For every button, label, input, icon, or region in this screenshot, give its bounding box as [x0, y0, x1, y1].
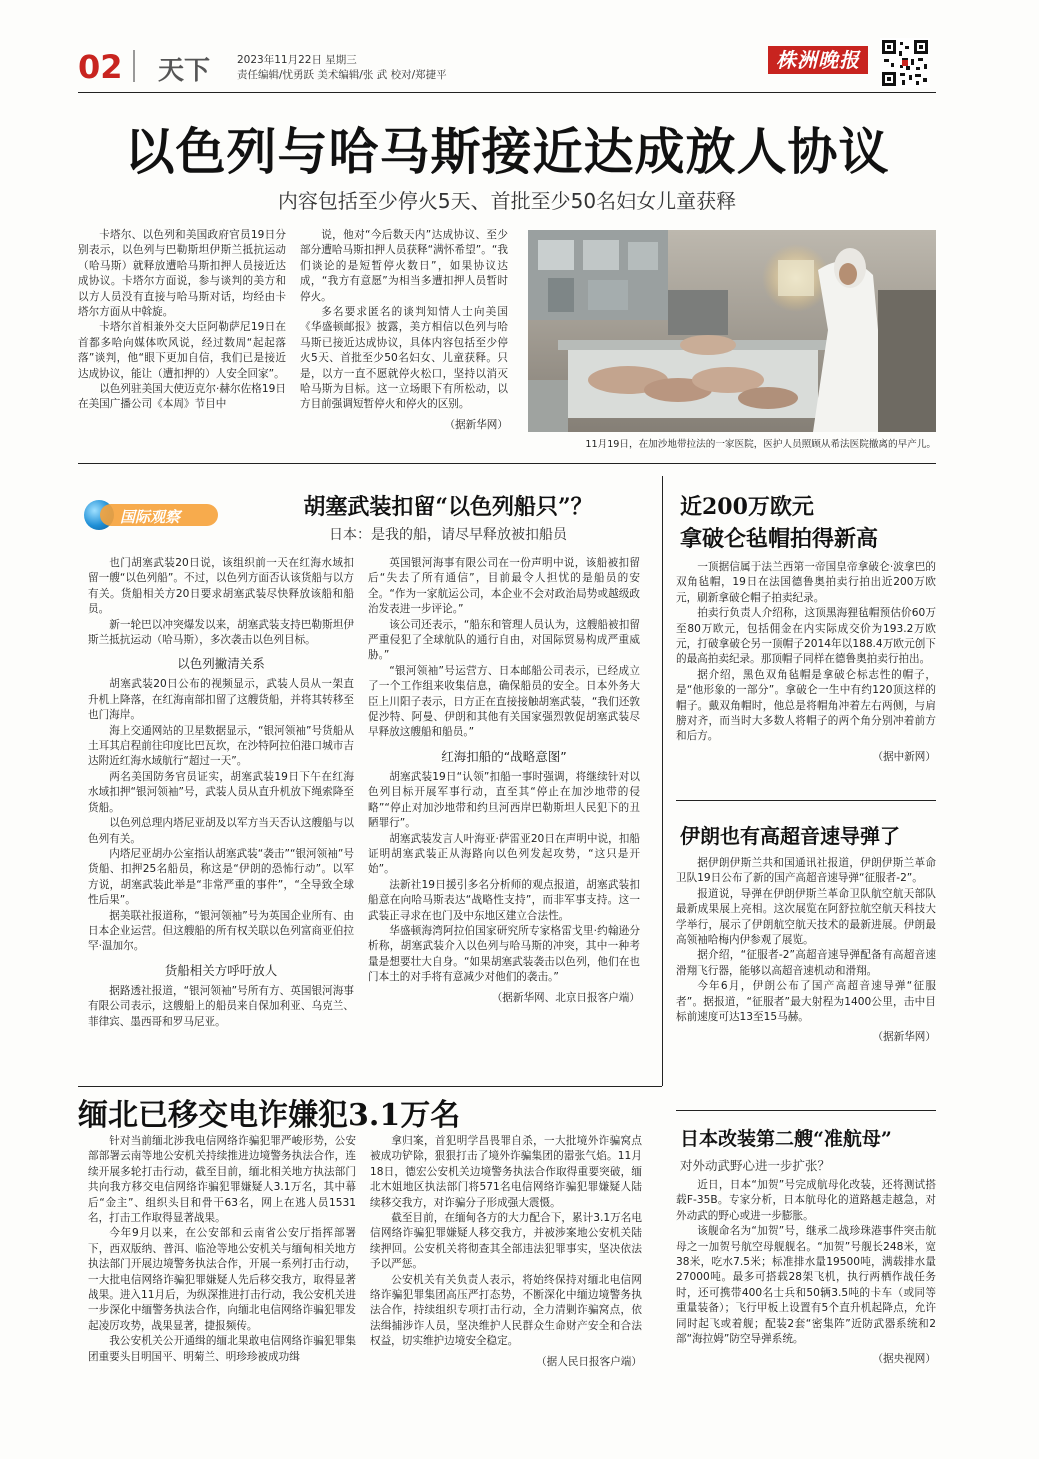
houthi-paragraph: 华盛顿海湾阿拉伯国家研究所专家格雷戈里·约翰逊分析称，胡塞武装介入以色列与哈马斯的冲突，其中一种考量是想要壮大自身。“如果胡塞武装袭击以色列，他们在也门本土的对手将有意减少对他们的袭击。” [368, 924, 640, 984]
paper-logo: 株洲晚报 [768, 46, 868, 74]
japan-paragraph: 该舰命名为“加贺”号，继承二战珍珠港事件突击航母之一加贺号航空母舰舰名。“加贺”号舰长248米，宽38米，吃水7.5米；标准排水量19500吨，满载排水量27000吨。最多可搭载28架飞机，执行两栖作战任务时，还可携带400名士兵和50辆3.5吨的卡车（或同等重量装备）；飞行甲板上设置有5个直升机起降点，允许同时起飞或着舰；配装2套“密集阵”近防武器系统和2部“海拉姆”防空导弹系统。 [676, 1225, 936, 1346]
hat-source: （据中新网） [872, 750, 936, 763]
column-logo [78, 490, 222, 538]
japan-paragraph: 近日，日本“加贺”号完成航母化改装，还将测试搭载F-35B。专家分析，日本航母化的道路越走越急，对外动武的野心或进一步膨胀。 [676, 1179, 936, 1222]
lead-column-1 [78, 228, 286, 413]
lead-headline: 以色列与哈马斯接近达成放人协议 [124, 123, 890, 181]
editor-credits: 责任编辑/忧勇跃 美术编辑/张 武 校对/郑捷平 [237, 69, 447, 81]
houthi-paragraph: 胡塞武装发言人叶海亚·萨雷亚20日在声明中说，扣船证明胡塞武装正从海路向以色列发起攻势，“这只是开始”。 [368, 832, 640, 876]
myanmar-headline: 缅北已移交电诈嫌犯3.1万名 [78, 1098, 461, 1133]
hat-body [676, 560, 936, 764]
iran-body [676, 856, 936, 1044]
lead-paragraph: 卡塔尔、以色列和美国政府官员19日分别表示，以色列与巴勒斯坦伊斯兰抵抗运动（哈马斯）就释放遭哈马斯扣押人员接近达成协议。卡塔尔方面说，参与谈判的美方和以方人员没有直接与哈马斯对话，均经由卡塔尔方面从中斡旋。 [78, 229, 286, 319]
lead-paragraph: 卡塔尔首相兼外交大臣阿勒萨尼19日在首都多哈向媒体吹风说，经过数周“起起落落”谈判，他“眼下更加自信，我们已是接近达成协议，能让（遭扣押的）人安全回家”。 [78, 321, 286, 380]
myanmar-column-1 [88, 1134, 356, 1365]
hat-paragraph: 拍卖行负责人介绍称，这顶黑海狸毡帽预估价60万至80万欧元，包括佣金在内实际成交价为193.2万欧元，打破拿破仑另一顶帽子2014年以188.4万欧元创下的最高拍卖纪录。那顶帽子同样在德鲁奥拍卖行拍出。 [676, 607, 936, 666]
lead-subheadline: 内容包括至少停火5天、首批至少50名妇女儿童获释 [277, 189, 737, 213]
lead-column-2 [300, 228, 508, 432]
iran-headline: 伊朗也有高超音速导弹了 [680, 824, 900, 848]
page-number: 02 [78, 48, 123, 86]
lead-paragraph: 说，他对“今后数天内”达成协议、至少部分遭哈马斯扣押人员获释“满怀希望”。“我们谈论的是短暂停火数日”，如果协议达成，“我方有意愿”为相当多遭扣押人员暂时停火。 [300, 229, 508, 303]
houthi-paragraph: 法新社19日援引多名分析师的观点报道，胡塞武装扣船意在向哈马斯表达“战略性支持”，而非军事支持。这一武装正寻求在也门及中东地区建立合法性。 [368, 878, 640, 922]
houthi-column-2 [368, 556, 640, 1005]
column-logo-text: 国际观察 [120, 508, 181, 526]
houthi-paragraph: 海上交通网站的卫星数据显示，“银河领袖”号货船从土耳其启程前往印度比巴瓦坎，在沙特阿拉伯港口城市吉达附近红海水域航行“超过一天”。 [88, 724, 354, 768]
issue-date: 2023年11月22日 星期三 [237, 54, 357, 66]
myanmar-paragraph: 今年9月以来，在公安部和云南省公安厅指挥部署下，西双版纳、普洱、临沧等地公安机关与缅甸相关地方执法部门开展边境警务执法合作，开展一系列打击行动，一大批电信网络诈骗犯罪嫌疑人先后移交我方，取得显著战果。进入11月后，为纵深推进打击行动，我公安机关进一步深化中缅警务执法合作，向缅北电信网络诈骗犯罪发起凌厉攻势，战果显著，捷报频传。 [88, 1227, 356, 1332]
houthi-paragraph: 也门胡塞武装20日说，该组织前一天在红海水域扣留一艘“以色列船”。不过，以色列方面否认该货船与以方有关。货船相关方20日要求胡塞武装尽快释放该船和船员。 [88, 557, 354, 616]
houthi-paragraph: 胡塞武装20日公布的视频显示，武装人员从一架直升机上降落，在红海南部扣留了这艘货船，并将其转移至也门海岸。 [88, 678, 354, 722]
section-name: 天下 [158, 56, 211, 86]
houthi-paragraph: “银河领袖”号运营方、日本邮船公司表示，已经成立了一个工作组来收集信息，确保船员的安全。日本外务大臣上川阳子表示，日方正在直接接触胡塞武装，“我们还敦促沙特、阿曼、伊朗和其他有关国家强烈敦促胡塞武装尽早释放这艘船和船员。” [368, 664, 640, 739]
japan-subheadline: 对外动武野心进一步扩张？ [680, 1158, 831, 1173]
hat-headline-line1: 近200万欧元 [680, 494, 814, 520]
houthi-subhead: 以色列撇清关系 [177, 656, 265, 672]
houthi-paragraph: 胡塞武装19日“认领”扣船一事时强调，将继续针对以色列目标开展军事行动，直至其“停止在加沙地带的侵略”“停止对加沙地带和约旦河西岸巴勒斯坦人民犯下的丑陋罪行”。 [368, 770, 640, 830]
lead-paragraph: 多名要求匿名的谈判知情人士向美国《华盛顿邮报》披露，美方相信以色列与哈马斯已接近达成协议，具体内容包括至少停火5天、首批至少50名妇女、儿童获释。只是，以方一直不愿就停火松口，坚持以消灭哈马斯为目标。这一立场眼下有所松动，以方目前强调短暂停火和停火的区别。 [300, 306, 508, 411]
iran-paragraph: 据伊朗伊斯兰共和国通讯社报道，伊朗伊斯兰革命卫队19日公布了新的国产高超音速导弹“征服者-2”。 [676, 857, 936, 885]
houthi-subhead: 红海扣船的“战略意图” [441, 748, 567, 764]
lead-photo [528, 230, 936, 432]
myanmar-column-2 [370, 1134, 642, 1369]
houthi-headline: 胡塞武装扣留“以色列船只”？ [303, 494, 593, 520]
houthi-paragraph: 据路透社报道，“银河领袖”号所有方、英国银河海事有限公司表示，这艘船上的船员来自保加利亚、乌克兰、菲律宾、墨西哥和罗马尼亚。 [88, 984, 354, 1028]
houthi-paragraph: 据美联社报道称，“银河领袖”号为英国企业所有、由日本企业运营。但这艘船的所有权关联以色列富商亚伯拉罕·温加尔。 [88, 909, 354, 953]
column-divider [662, 476, 663, 1086]
section-divider-bottom [78, 1086, 662, 1087]
houthi-paragraph: 英国银河海事有限公司在一份声明中说，该船被扣留后“失去了所有通信”，目前最令人担忧的是船员的安全。“作为一家航运公司，本企业不会对政治局势或越级政治发表进一步评论。” [368, 557, 640, 616]
hat-paragraph: 一顶据信属于法兰西第一帝国皇帝拿破仑·波拿巴的双角毡帽，19日在法国德鲁奥拍卖行拍出近200万欧元，刷新拿破仑帽子拍卖纪录。 [676, 561, 936, 604]
myanmar-source: （据人民日报客户端） [536, 1355, 642, 1368]
hat-paragraph: 据介绍，黑色双角毡帽是拿破仑标志性的帽子，是“他形象的一部分”。拿破仑一生中有约120顶这样的帽子。戴双角帽时，他总是将帽角冲着左右两侧，与肩膀对齐，而当时大多数人将帽子的两个角分别冲着前方和后方。 [676, 668, 936, 743]
houthi-source: （据新华网、北京日报客户端） [491, 991, 640, 1004]
houthi-column-1 [88, 556, 354, 1030]
section-divider [78, 463, 936, 464]
houthi-paragraph: 新一轮巴以冲突爆发以来，胡塞武装支持巴勒斯坦伊斯兰抵抗运动（哈马斯），多次袭击以色列目标。 [88, 618, 354, 647]
houthi-paragraph: 该公司还表示，“船东和管理人员认为，这艘船被扣留严重侵犯了全球航队的通行自由，对国际贸易构成严重威胁。” [368, 618, 640, 662]
houthi-paragraph: 内塔尼亚胡办公室指认胡塞武装“袭击”“银河领袖”号货船、扣押25名船员，称这是“伊朗的恐怖行动”。以军方说，胡塞武装此举是“非常严重的事件”，“全导致全球性后果”。 [88, 847, 354, 907]
iran-paragraph: 今年6月，伊朗公布了国产高超音速导弹“征服者”。据报道，“征服者”最大射程为1400公里，击中目标前速度可达13至15马赫。 [676, 980, 936, 1024]
japan-headline: 日本改装第二艘“准航母” [680, 1128, 892, 1150]
masthead-rule [78, 92, 936, 93]
myanmar-paragraph: 公安机关有关负责人表示，将始终保持对缅北电信网络诈骗犯罪集团高压严打态势，不断深化中缅边境警务执法合作，持续组织专项打击行动，全力清剿诈骗窝点，依法缉捕涉诈人员，坚决维护人民群众生命财产安全和合法权益，切实维护边境安全稳定。 [370, 1273, 642, 1348]
lead-photo-caption: 11月19日，在加沙地带拉法的一家医院，医护人员照顾从希法医院撤离的早产儿。 [585, 439, 936, 450]
masthead-divider [133, 50, 135, 82]
myanmar-paragraph: 我公安机关公开通缉的缅北果敢电信网络诈骗犯罪集团重要头目明国平、明菊兰、明珍珍被成功缉 [88, 1335, 356, 1363]
japan-source: （据央视网） [872, 1353, 936, 1366]
myanmar-paragraph: 针对当前缅北涉我电信网络诈骗犯罪严峻形势，公安部部署云南等地公安机关持续推进边境警务执法合作，连续开展多轮打击行动，截至目前，缅北相关地方执法部门共向我方移交电信网络诈骗犯罪嫌疑人3.1万名，其中幕后“金主”、组织头目和骨干63名，网上在逃人员1531名，打击工作取得显著战果。 [88, 1135, 356, 1225]
hat-headline-line2: 拿破仑毡帽拍得新高 [680, 526, 879, 552]
lead-paragraph: 以色列驻美国大使迈克尔·赫尔佐格19日在美国广播公司《本周》节目中 [78, 383, 286, 411]
iran-paragraph: 报道说，导弹在伊朗伊斯兰革命卫队航空航天部队最新成果展上亮相。这次展览在阿舒拉航空航天科技大学举行，展示了伊朗航空航天技术的最新进展。伊朗最高领袖哈梅内伊参观了展览。 [676, 887, 936, 947]
iran-source: （据新华网） [872, 1031, 936, 1044]
lead-source: （据新华网） [444, 418, 508, 431]
houthi-subhead: 货船相关方呼吁放人 [164, 962, 278, 978]
houthi-subheadline: 日本：是我的船，请尽早释放被扣船员 [329, 527, 567, 543]
qr-code [880, 38, 930, 88]
houthi-paragraph: 以色列总理内塔尼亚胡及以军方当天否认这艘船与以色列有关。 [88, 817, 354, 845]
japan-body [676, 1178, 936, 1366]
right-divider-1 [676, 800, 936, 801]
iran-paragraph: 据介绍，“征服者-2”高超音速导弹配备有高超音速滑翔飞行器，能够以高超音速机动和滑翔。 [676, 949, 936, 977]
myanmar-paragraph: 拿归案，首犯明学昌畏罪自杀，一大批境外诈骗窝点被成功铲除，狠狠打击了境外诈骗集团的嚣张气焰。11月18日，德宏公安机关边境警务执法合作取得重要突破，缅北木姐地区执法部门将571名电信网络诈骗犯罪嫌疑人陆续移交我方，对诈骗分子形成强大震慑。 [370, 1135, 642, 1209]
myanmar-paragraph: 截至目前，在缅甸各方的大力配合下，累计3.1万名电信网络诈骗犯罪嫌疑人移交我方，并被涉案地公安机关陆续押回。公安机关将彻查其全部违法犯罪事实，坚决依法予以严惩。 [370, 1212, 642, 1271]
houthi-paragraph: 两名美国防务官员证实，胡塞武装19日下午在红海水域扣押“银河领袖”号，武装人员从直升机放下绳索降至货船。 [88, 770, 354, 814]
right-divider-2 [676, 1110, 936, 1111]
